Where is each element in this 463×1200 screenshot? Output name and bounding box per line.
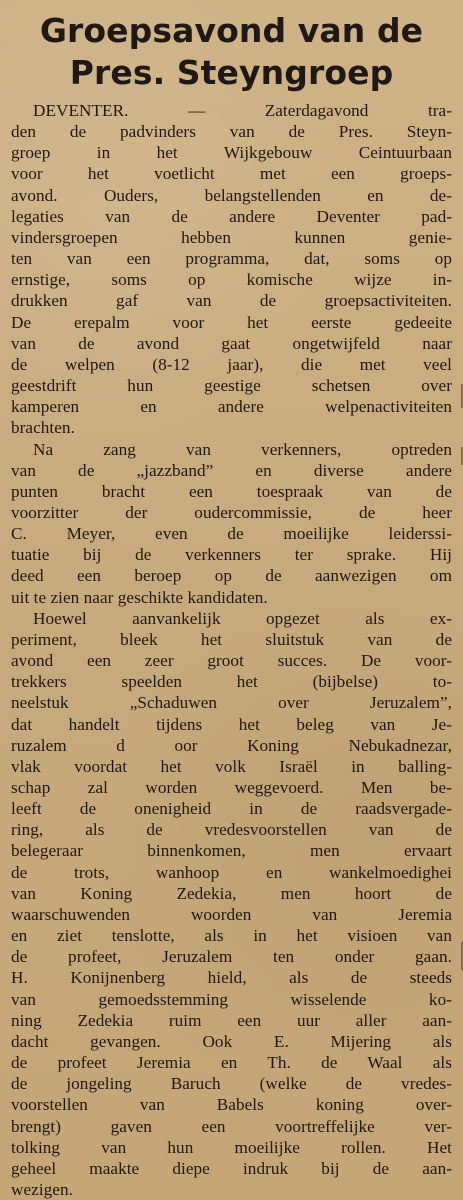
article-line: voor het voetlicht met een groeps- <box>11 164 452 184</box>
article-line: avond een zeer groot succes. De voor- <box>11 651 452 671</box>
article-line: de welpen (8-12 jaar), die met veel <box>11 354 452 374</box>
article-line: geestdrift hun geestige schetsen over <box>11 376 452 396</box>
article-line: drukken gaf van de groepsactiviteiten. <box>11 291 452 311</box>
article-line: en ziet tenslotte, als in het visioen van <box>11 926 452 946</box>
article-line: brachten. <box>11 418 75 438</box>
article-line: dacht gevangen. Ook E. Mijering als <box>11 1031 452 1051</box>
article-line: de profeet, Jeruzalem ten onder gaan. <box>11 947 452 967</box>
article-line: ning Zedekia ruim een uur aller aan- <box>11 1010 452 1030</box>
article-line: Hoewel aanvankelijk opgezet als ex- <box>33 608 452 628</box>
article-line: kamperen en andere welpenactiviteiten <box>11 397 452 417</box>
article-line: vindersgroepen hebben kunnen genie- <box>11 227 452 247</box>
article-line: vlak voordat het volk Israël in balling- <box>11 756 452 776</box>
article-line: ernstige, soms op komische wijze in- <box>11 270 452 290</box>
article-line: wezigen. <box>11 1179 73 1199</box>
article-line: neelstuk „Schaduwen over Jeruzalem”, <box>11 693 452 713</box>
article-line: dat handelt tijdens het beleg van Je- <box>11 714 452 734</box>
article-line: avond. Ouders, belangstellenden en de- <box>11 185 452 205</box>
article-line: van gemoedsstemming wisselende ko- <box>11 989 452 1009</box>
article-line: H. Konijnenberg hield, als de steeds <box>11 968 452 988</box>
article-line: groep in het Wijkgebouw Ceintuurbaan <box>11 143 452 163</box>
article-line: deed een beroep op de aanwezigen om <box>11 566 452 586</box>
article-line: van de avond gaat ongetwijfeld naar <box>11 333 452 353</box>
article-line: voorzitter der oudercommissie, de heer <box>11 502 452 522</box>
article-line: trekkers speelden het (bijbelse) to- <box>11 672 452 692</box>
article-line: De erepalm voor het eerste gedeeite <box>11 312 452 332</box>
article-line: periment, bleek het sluitstuk van de <box>11 629 452 649</box>
headline-line-1: Groepsavond van de <box>39 11 424 50</box>
article-line: tolking van hun moeilijke rollen. Het <box>11 1137 452 1157</box>
article-line: brengt) gaven een voortreffelijke ver- <box>11 1116 452 1136</box>
article-line: ten van een programma, dat, soms op <box>11 249 452 269</box>
article-line: punten bracht een toespraak van de <box>11 481 452 501</box>
article-line: C. Meyer, even de moeilijke leiderssi- <box>11 524 452 544</box>
article-line: DEVENTER. — Zaterdagavond tra- <box>33 101 452 120</box>
article-body <box>11 100 452 1200</box>
article-line: geheel maakte diepe indruk bij de aan- <box>11 1158 452 1178</box>
article-line: uit te zien naar geschikte kandidaten. <box>11 587 268 607</box>
article-line: ruzalem d oor Koning Nebukadnezar, <box>11 735 452 755</box>
headline <box>11 10 452 94</box>
article-line: Na zang van verkenners, optreden <box>33 439 452 459</box>
article-line: voorstellen van Babels koning over- <box>11 1095 452 1115</box>
article-line: de profeet Jeremia en Th. de Waal als <box>11 1053 452 1073</box>
article-line: de jongeling Baruch (welke de vredes- <box>11 1074 452 1094</box>
article-line: den de padvinders van de Pres. Steyn- <box>11 122 452 142</box>
article-line: tuatie bij de verkenners ter sprake. Hij <box>11 545 452 565</box>
article-line: legaties van de andere Deventer pad- <box>11 206 452 226</box>
article-line: leeft de onenigheid in de raadsvergade- <box>11 799 452 819</box>
article-line: ring, als de vredesvoorstellen van de <box>11 820 452 840</box>
article-line: schap zal worden weggevoerd. Men be- <box>11 778 452 797</box>
article-line: de trots, wanhoop en wankelmoedighei <box>11 862 452 882</box>
headline-line-2: Pres. Steyngroep <box>69 53 394 92</box>
article-line: waarschuwenden woorden van Jeremia <box>11 904 452 924</box>
article-line: van de „jazzband” en diverse andere <box>11 460 452 480</box>
article-line: van Koning Zedekia, men hoort de <box>11 883 452 903</box>
article-line: belegeraar binnenkomen, men ervaart <box>11 841 452 861</box>
